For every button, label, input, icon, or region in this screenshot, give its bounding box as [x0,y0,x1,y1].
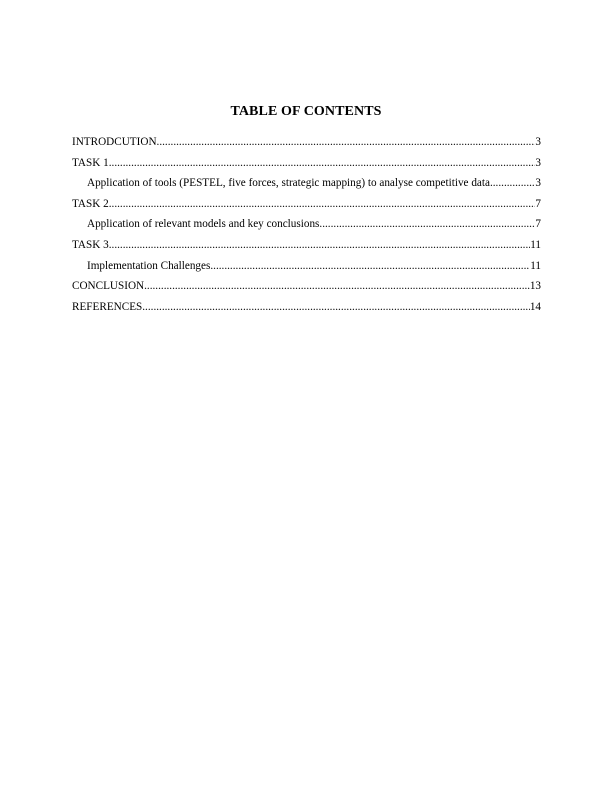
toc-entry-page-number: 11 [530,238,541,251]
toc-entry-label: Application of relevant models and key conclusions [87,218,320,231]
toc-entry-label: Application of tools (PESTEL, five forces, strategic mapping) to analyse competitive data [87,177,490,190]
toc-entry-task-3[interactable] [72,238,541,259]
toc-entry-conclusion[interactable] [72,279,541,300]
toc-dot-leader [157,135,536,150]
toc-entry-page-number: 3 [535,136,541,148]
toc-list [72,135,541,320]
toc-entry-label: CONCLUSION [72,280,145,293]
toc-entry-label: TASK 3 [72,238,109,251]
toc-dot-leader [490,176,535,191]
toc-entry-page-number: 3 [535,156,541,169]
toc-entry-application-of-tools[interactable] [72,176,541,197]
toc-entry-page-number: 7 [535,218,541,231]
toc-entry-task-1[interactable] [72,156,541,177]
toc-entry-page-number: 14 [529,300,541,313]
toc-entry-implementation-challenges[interactable] [72,259,541,280]
toc-entry-label: REFERENCES [72,300,143,313]
toc-entry-page-number: 3 [535,177,541,190]
toc-entry-application-of-models[interactable] [72,217,541,238]
toc-dot-leader [109,238,531,253]
toc-dot-leader [109,156,536,171]
toc-dot-leader [210,259,530,274]
toc-entry-introduction[interactable] [72,135,541,156]
toc-dot-leader [109,197,536,212]
toc-entry-page-number: 7 [535,197,541,210]
toc-entry-label: TASK 1 [72,156,109,169]
toc-entry-page-number: 11 [530,259,541,272]
toc-entry-label: Implementation Challenges [87,259,211,272]
toc-dot-leader [144,279,530,294]
toc-title: TABLE OF CONTENTS [230,104,382,119]
toc-entry-label: INTRODCUTION [72,136,157,148]
toc-dot-leader [142,300,530,315]
toc-dot-leader [319,217,535,232]
toc-entry-label: TASK 2 [72,197,109,210]
toc-entry-task-2[interactable] [72,197,541,218]
toc-entry-page-number: 13 [529,280,541,293]
toc-entry-references[interactable] [72,300,541,321]
